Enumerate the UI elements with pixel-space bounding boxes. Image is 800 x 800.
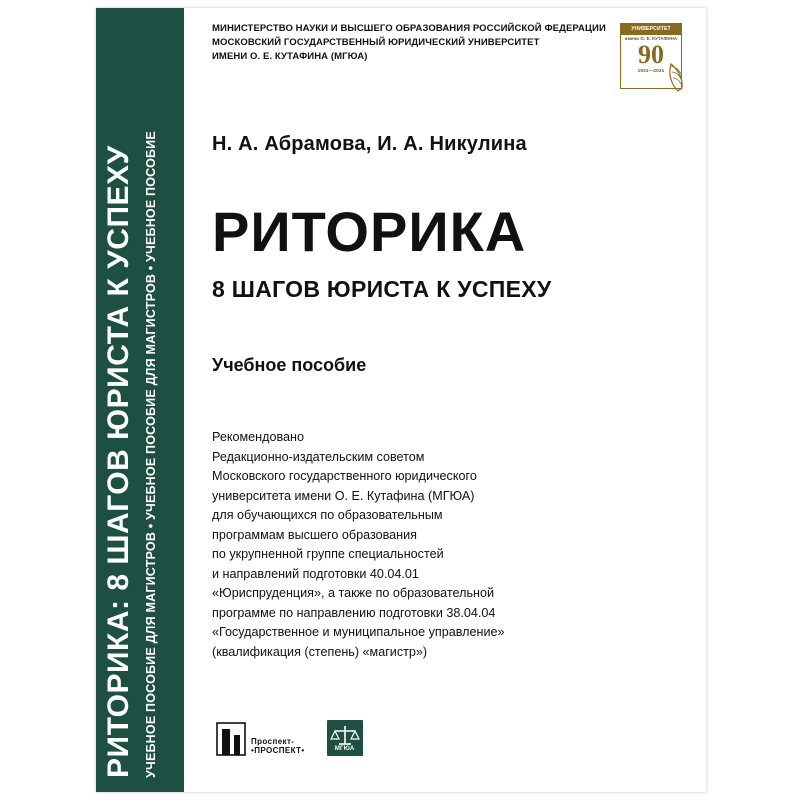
recommendation-line: для обучающихся по образовательным bbox=[212, 508, 443, 523]
cover-header bbox=[212, 22, 682, 89]
recommendation-line: Рекомендовано bbox=[212, 430, 304, 444]
publication-kind: Учебное пособие bbox=[212, 355, 367, 375]
recommendation-line: «Государственное и муниципальное управление» bbox=[212, 625, 505, 640]
emblem-years: 1931—2021 bbox=[637, 67, 665, 73]
prospekt-publisher-logo bbox=[216, 722, 305, 756]
prospekt-mark-icon bbox=[216, 722, 246, 756]
prospekt-name-line1: Проспект- bbox=[251, 736, 295, 746]
emblem-second-label: имени О. Е. КУТАФИНА bbox=[624, 35, 678, 41]
emblem-top-label: УНИВЕРСИТЕТ bbox=[621, 24, 681, 35]
recommendation-line: Московского государственного юридического bbox=[212, 469, 477, 484]
ministry-line-1: МИНИСТЕРСТВО НАУКИ И ВЫСШЕГО ОБРАЗОВАНИЯ РОССИЙСКОЙ ФЕДЕРАЦИИ bbox=[212, 23, 606, 34]
mgua-logo-label: МГЮА bbox=[334, 746, 355, 752]
authors-line: Н. А. Абрамова, И. А. Никулина bbox=[212, 133, 527, 155]
university-anniversary-emblem bbox=[620, 23, 682, 89]
recommendation-line: и направлений подготовки 40.04.01 bbox=[212, 566, 419, 581]
recommendation-line: (квалификация (степень) «магистр») bbox=[212, 644, 428, 659]
emblem-anniversary-number: 90 bbox=[638, 39, 664, 69]
recommendation-line: Редакционно-издательским советом bbox=[212, 449, 425, 464]
book-spine bbox=[96, 8, 184, 792]
prospekt-wordmark bbox=[251, 737, 305, 756]
spine-main-title: РИТОРИКА: 8 ШАГОВ ЮРИСТА К УСПЕХУ bbox=[102, 145, 135, 778]
mgua-logo bbox=[327, 720, 363, 756]
spine-sub-title: УЧЕБНОЕ ПОСОБИЕ ДЛЯ МАГИСТРОВ • УЧЕБНОЕ ПОСОБИЕ ДЛЯ МАГИСТРОВ • УЧЕБНОЕ ПОСОБИЕ bbox=[144, 131, 158, 778]
recommendation-line: программе по направлению подготовки 38.04.04 bbox=[212, 605, 496, 620]
recommendation-line: университета имени О. Е. Кутафина (МГЮА) bbox=[212, 488, 475, 503]
ministry-line-3: ИМЕНИ О. Е. КУТАФИНА (МГЮА) bbox=[212, 50, 368, 62]
prospekt-name-line2: •ПРОСПЕКТ• bbox=[251, 745, 305, 755]
spine-inner bbox=[96, 8, 184, 792]
book-front-cover bbox=[96, 8, 706, 792]
recommendation-line: «Юриспруденция», а также по образовательной bbox=[212, 586, 495, 601]
recommendation-block bbox=[212, 428, 682, 662]
laurel-leaf-icon bbox=[665, 58, 691, 92]
book-subtitle: 8 ШАГОВ ЮРИСТА К УСПЕХУ bbox=[212, 276, 552, 302]
ministry-block bbox=[212, 22, 606, 63]
book-title: РИТОРИКА bbox=[212, 200, 527, 263]
cover-face bbox=[184, 8, 706, 792]
recommendation-line: программам высшего образования bbox=[212, 527, 417, 542]
publisher-logos bbox=[216, 720, 363, 756]
ministry-line-2: МОСКОВСКИЙ ГОСУДАРСТВЕННЫЙ ЮРИДИЧЕСКИЙ УНИВЕРСИТЕТ bbox=[212, 36, 540, 48]
recommendation-line: по укрупненной группе специальностей bbox=[212, 547, 444, 562]
